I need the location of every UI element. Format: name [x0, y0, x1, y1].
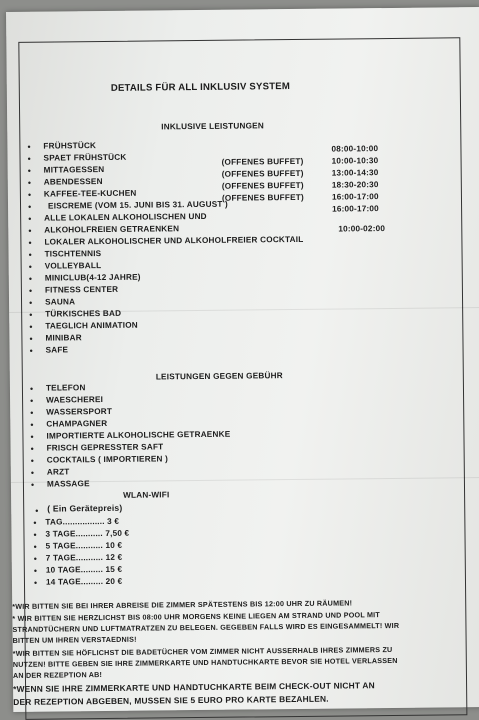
list-item: CHAMPAGNER	[46, 418, 108, 429]
list-item: EISCREME (VOM 15. JUNI BIS 31. AUGUST )	[47, 199, 228, 211]
bullet: •	[33, 541, 37, 552]
note-line: NUTZEN! BITTE GEBEN SIE IHRE ZIMMERKARTE UND HANDTUCHKARTE BEVOR SIE HOTEL VERLASSEN	[12, 655, 398, 669]
buffet-note: (OFFENES BUFFET)	[221, 192, 304, 203]
bullet: •	[30, 455, 34, 466]
list-item: FITNESS CENTER	[44, 284, 119, 295]
bullet: •	[33, 517, 37, 528]
list-item: FRISCH GEPRESSTER SAFT	[46, 442, 164, 453]
list-item: TISCHTENNIS	[44, 249, 102, 259]
bullet: •	[30, 395, 34, 406]
bullet: •	[28, 297, 33, 308]
list-item: MASSAGE	[46, 479, 90, 489]
bullet: •	[33, 553, 37, 564]
list-item: FRÜHSTÜCK	[43, 141, 97, 151]
bullet: •	[33, 577, 38, 588]
bullet: •	[27, 177, 31, 188]
paid-heading: LEISTUNGEN GEGEN GEBÜHR	[155, 371, 283, 382]
bullet: •	[28, 249, 32, 260]
bullet: •	[30, 443, 34, 454]
list-item: ALLE LOKALEN ALKOHOLISCHEN UND	[44, 211, 207, 223]
list-item: MINICLUB(4-12 JAHRE)	[44, 272, 141, 283]
bullet: •	[27, 165, 31, 176]
list-item: TÜRKISCHES BAD	[45, 308, 122, 319]
buffet-note: (OFFENES BUFFET)	[221, 180, 304, 191]
list-item: COCKTAILS ( IMPORTIEREN )	[46, 454, 169, 465]
note-line: * WIR BITTEN SIE HERZLICHST BIS 08:00 UHR MORGENS KEINE LIEGEN AM STRAND UND POOL MIT	[12, 610, 381, 623]
price-row: 10 TAGE......... 15 €	[45, 564, 123, 575]
note-line: BITTEN UM IHREN VERSTAEDNIS!	[12, 634, 137, 645]
note-line: AN DER REZEPTION AB!	[12, 670, 103, 680]
list-item: KAFFEE-TEE-KUCHEN	[43, 188, 137, 199]
list-item: LOKALER ALKOHOLISCHER UND ALKOHOLFREIER COCKTAIL	[44, 234, 304, 247]
list-item: VOLLEYBALL	[44, 261, 102, 271]
list-item: TELEFON	[45, 383, 86, 393]
bullet: •	[29, 345, 33, 356]
price-row: 3 TAGE........... 7,50 €	[45, 528, 130, 539]
bullet: •	[33, 529, 37, 540]
list-item: SAFE	[45, 345, 69, 355]
note-line: DER REZEPTION ABGEBEN, MUSSEN SIE 5 EURO PRO KARTE BEZAHLEN.	[13, 693, 329, 707]
time-range: 13:00-14:30	[331, 168, 379, 178]
wifi-subheading: ( Ein Gerätepreis)	[47, 502, 123, 514]
list-item: WAESCHEREI	[46, 395, 104, 405]
list-item: ARZT	[46, 467, 70, 477]
bullet: •	[27, 201, 32, 212]
bullet: •	[29, 333, 33, 344]
price-row: TAG................. 3 €	[45, 516, 120, 527]
bullet: •	[33, 565, 38, 576]
time-range: 16:00-17:00	[331, 192, 379, 202]
paper-sheet	[6, 7, 479, 712]
price-row: 14 TAGE......... 20 €	[45, 576, 123, 587]
note-line: *WIR BITTEN SIE BEI IHRER ABREISE DIE ZIMMER SPÄTESTENS BIS 12:00 UHR ZU RÄUMEN!	[12, 598, 353, 611]
bullet: •	[28, 273, 33, 284]
list-item: ALKOHOLFREIEN GETRAENKEN	[44, 224, 180, 235]
list-item: MITTAGESSEN	[43, 164, 105, 175]
bullet: •	[29, 383, 34, 394]
bullet: •	[30, 419, 34, 430]
time-range: 10:00-10:30	[331, 156, 379, 166]
bullet: •	[27, 141, 31, 152]
note-line: STRANDTÜCHERN UND LUFTMATRATZEN ZU BELEGEN. GEGEBEN FALLS WIRD ES EINGESAMMELT! WIR	[12, 620, 400, 634]
buffet-note: (OFFENES BUFFET)	[221, 156, 304, 167]
bullet: •	[30, 407, 34, 418]
price-row: 5 TAGE........... 10 €	[45, 540, 123, 551]
time-range: 18:30-20:30	[331, 180, 379, 190]
bullet: •	[28, 225, 32, 236]
list-item: IMPORTIERTE ALKOHOLISCHE GETRAENKE	[46, 429, 231, 441]
buffet-note: (OFFENES BUFFET)	[221, 168, 304, 179]
bullet: •	[35, 505, 39, 516]
list-item: ABENDESSEN	[43, 176, 103, 187]
bullet: •	[29, 321, 33, 332]
note-line: *WENN SIE IHRE ZIMMERKARTE UND HANDTUCHKARTE BEIM CHECK-OUT NICHT AN	[13, 680, 375, 694]
bullet: •	[28, 285, 33, 296]
list-item: MINIBAR	[45, 333, 82, 343]
note-line: *WIR BITTEN SIE HÖFLICHST DIE BADETÜCHER VOM ZIMMER NICHT AUSSERHALB IHRES ZIMMERS ZU	[12, 644, 393, 658]
bullet: •	[30, 467, 35, 478]
bullet: •	[29, 309, 33, 320]
list-item: SAUNA	[44, 297, 76, 307]
list-item: SPAET FRÜHSTÜCK	[43, 152, 127, 163]
document-title: DETAILS FÜR ALL INKLUSIV SYSTEM	[110, 81, 291, 94]
bullet: •	[27, 189, 32, 200]
list-item: WASSERSPORT	[46, 406, 113, 417]
bullet: •	[28, 261, 32, 272]
time-range: 10:00-02:00	[338, 224, 386, 234]
list-item: TAEGLICH ANIMATION	[45, 320, 138, 331]
bullet: •	[28, 237, 32, 248]
time-range: 08:00-10:00	[331, 144, 379, 154]
bullet: •	[28, 213, 32, 224]
bullet: •	[30, 479, 35, 490]
wifi-heading: WLAN-WIFI	[123, 490, 170, 500]
bullet: •	[30, 431, 34, 442]
included-heading: INKLUSIVE LEISTUNGEN	[161, 121, 264, 132]
price-row: 7 TAGE........... 12 €	[45, 552, 123, 563]
bullet: •	[27, 153, 31, 164]
time-range: 16:00-17:00	[332, 204, 379, 214]
